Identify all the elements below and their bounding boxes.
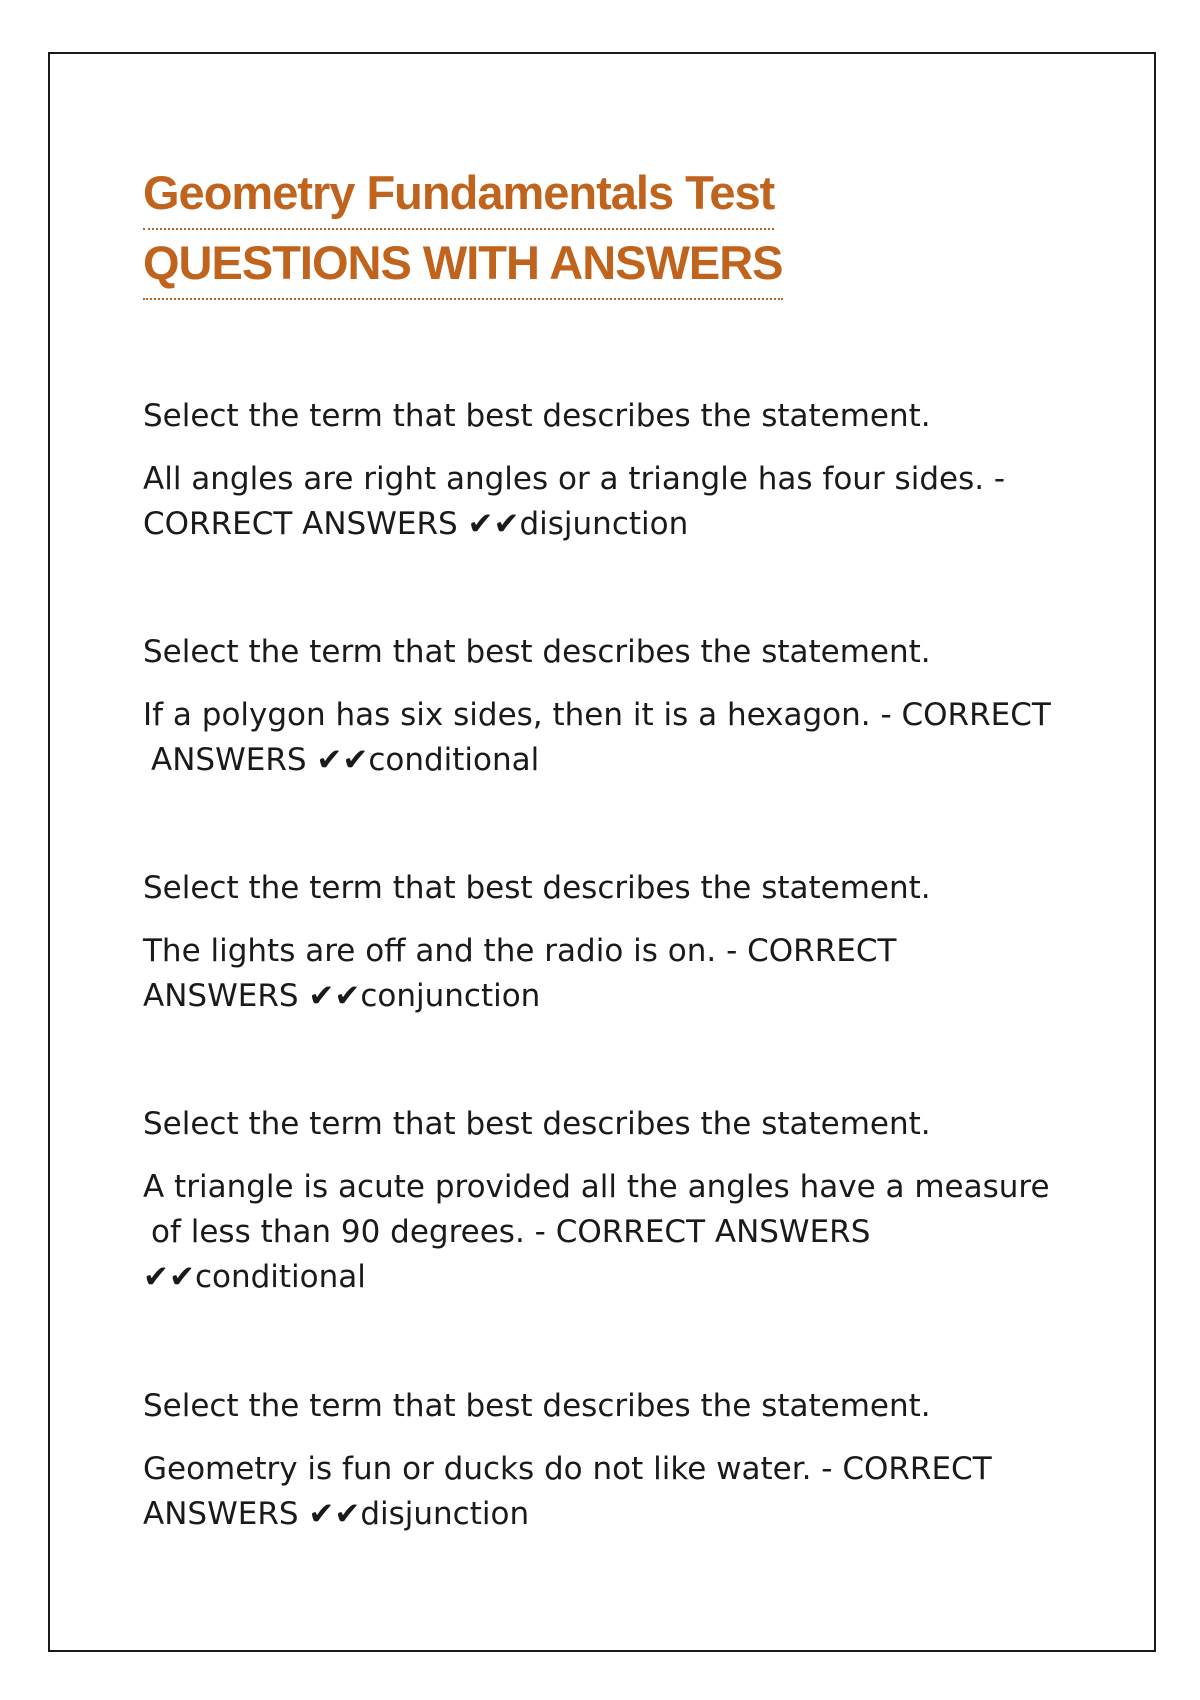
question-prompt: Select the term that best describes the statement. [143,870,931,906]
question-prompt: Select the term that best describes the statement. [143,1106,931,1142]
statement-line: A triangle is acute provided all the angles have a measure [143,1169,1050,1205]
question-statement [143,1447,992,1537]
answer-line: ANSWERS ✔✔conjunction [143,978,541,1014]
answer-line: CORRECT ANSWERS ✔✔disjunction [143,506,689,542]
document-page [48,52,1156,1652]
question-item [143,1384,992,1537]
question-item [143,1102,1050,1300]
title-line-1: Geometry Fundamentals Test [143,158,774,230]
statement-line: All angles are right angles or a triangle has four sides. - [143,461,1006,497]
answer-line: ANSWERS ✔✔conditional [151,742,540,778]
question-statement [143,929,931,1019]
statement-line: of less than 90 degrees. - CORRECT ANSWERS [151,1214,871,1250]
question-statement [143,1165,1050,1300]
question-item [143,394,1005,547]
question-prompt: Select the term that best describes the statement. [143,634,931,670]
statement-line: Geometry is fun or ducks do not like water. - CORRECT [143,1451,992,1487]
question-statement [143,693,1051,783]
question-item [143,630,1051,783]
question-item [143,866,931,1019]
statement-line: If a polygon has six sides, then it is a hexagon. - CORRECT [143,697,1051,733]
answer-line: ANSWERS ✔✔disjunction [143,1496,530,1532]
question-prompt: Select the term that best describes the statement. [143,398,931,434]
title-line-2: QUESTIONS WITH ANSWERS [143,228,783,300]
answer-line: ✔✔conditional [143,1259,366,1295]
question-prompt: Select the term that best describes the statement. [143,1388,931,1424]
statement-line: The lights are off and the radio is on. - CORRECT [143,933,897,969]
question-statement [143,457,1005,547]
document-title [143,158,1043,298]
